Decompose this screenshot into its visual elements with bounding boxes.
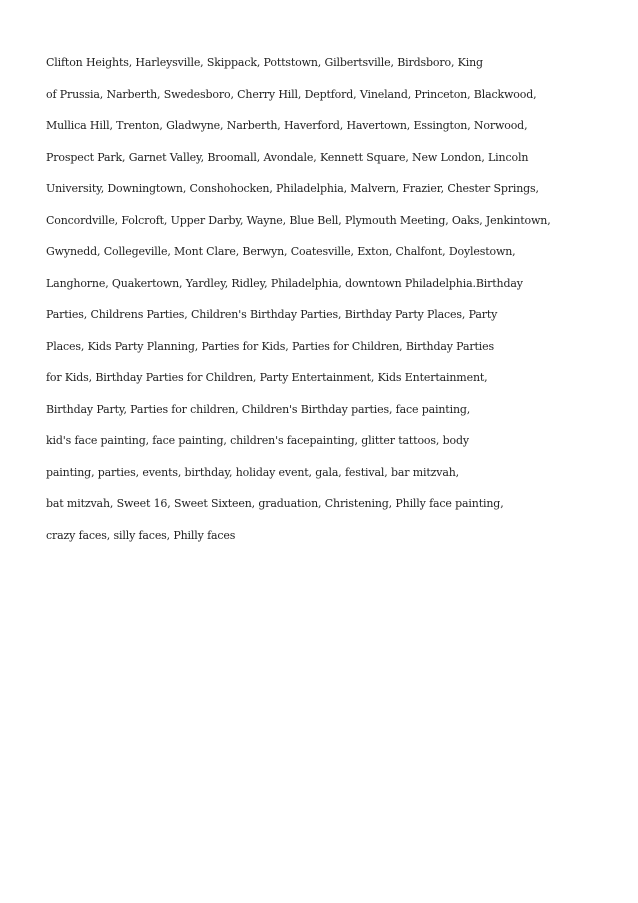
text-line: Concordville, Folcroft, Upper Darby, Wayne, Blue Bell, Plymouth Meeting, Oaks, Jenkintown,	[46, 213, 551, 227]
text-line: Langhorne, Quakertown, Yardley, Ridley, Philadelphia, downtown Philadelphia.Birthday	[46, 276, 523, 290]
text-line: painting, parties, events, birthday, holiday event, gala, festival, bar mitzvah,	[46, 465, 460, 479]
text-line: crazy faces, silly faces, Philly faces	[46, 528, 236, 542]
text-line: for Kids, Birthday Parties for Children, Party Entertainment, Kids Entertainment,	[46, 371, 488, 384]
text-line: Prospect Park, Garnet Valley, Broomall, Avondale, Kennett Square, New London, Lincoln	[46, 150, 529, 164]
text-line: Clifton Heights, Harleysville, Skippack, Pottstown, Gilbertsville, Birdsboro, King	[46, 56, 483, 69]
text-line: kid's face painting, face painting, children's facepainting, glitter tattoos, body	[46, 434, 469, 447]
text-line: Gwynedd, Collegeville, Mont Clare, Berwyn, Coatesville, Exton, Chalfont, Doylestown,	[46, 245, 516, 258]
text-line: Places, Kids Party Planning, Parties for Kids, Parties for Children, Birthday Parties	[46, 339, 494, 353]
text-line: Parties, Childrens Parties, Children's Birthday Parties, Birthday Party Places, Party	[46, 308, 498, 321]
text-line: of Prussia, Narberth, Swedesboro, Cherry Hill, Deptford, Vineland, Princeton, Blackwood,	[46, 87, 537, 101]
text-line: University, Downingtown, Conshohocken, Philadelphia, Malvern, Frazier, Chester Springs,	[46, 182, 539, 195]
text-line: Birthday Party, Parties for children, Children's Birthday parties, face painting,	[46, 402, 471, 416]
text-line: bat mitzvah, Sweet 16, Sweet Sixteen, graduation, Christening, Philly face painting,	[46, 497, 504, 510]
text-line: Mullica Hill, Trenton, Gladwyne, Narberth, Haverford, Havertown, Essington, Norwood,	[46, 119, 528, 132]
keyword-text-block	[46, 47, 626, 551]
